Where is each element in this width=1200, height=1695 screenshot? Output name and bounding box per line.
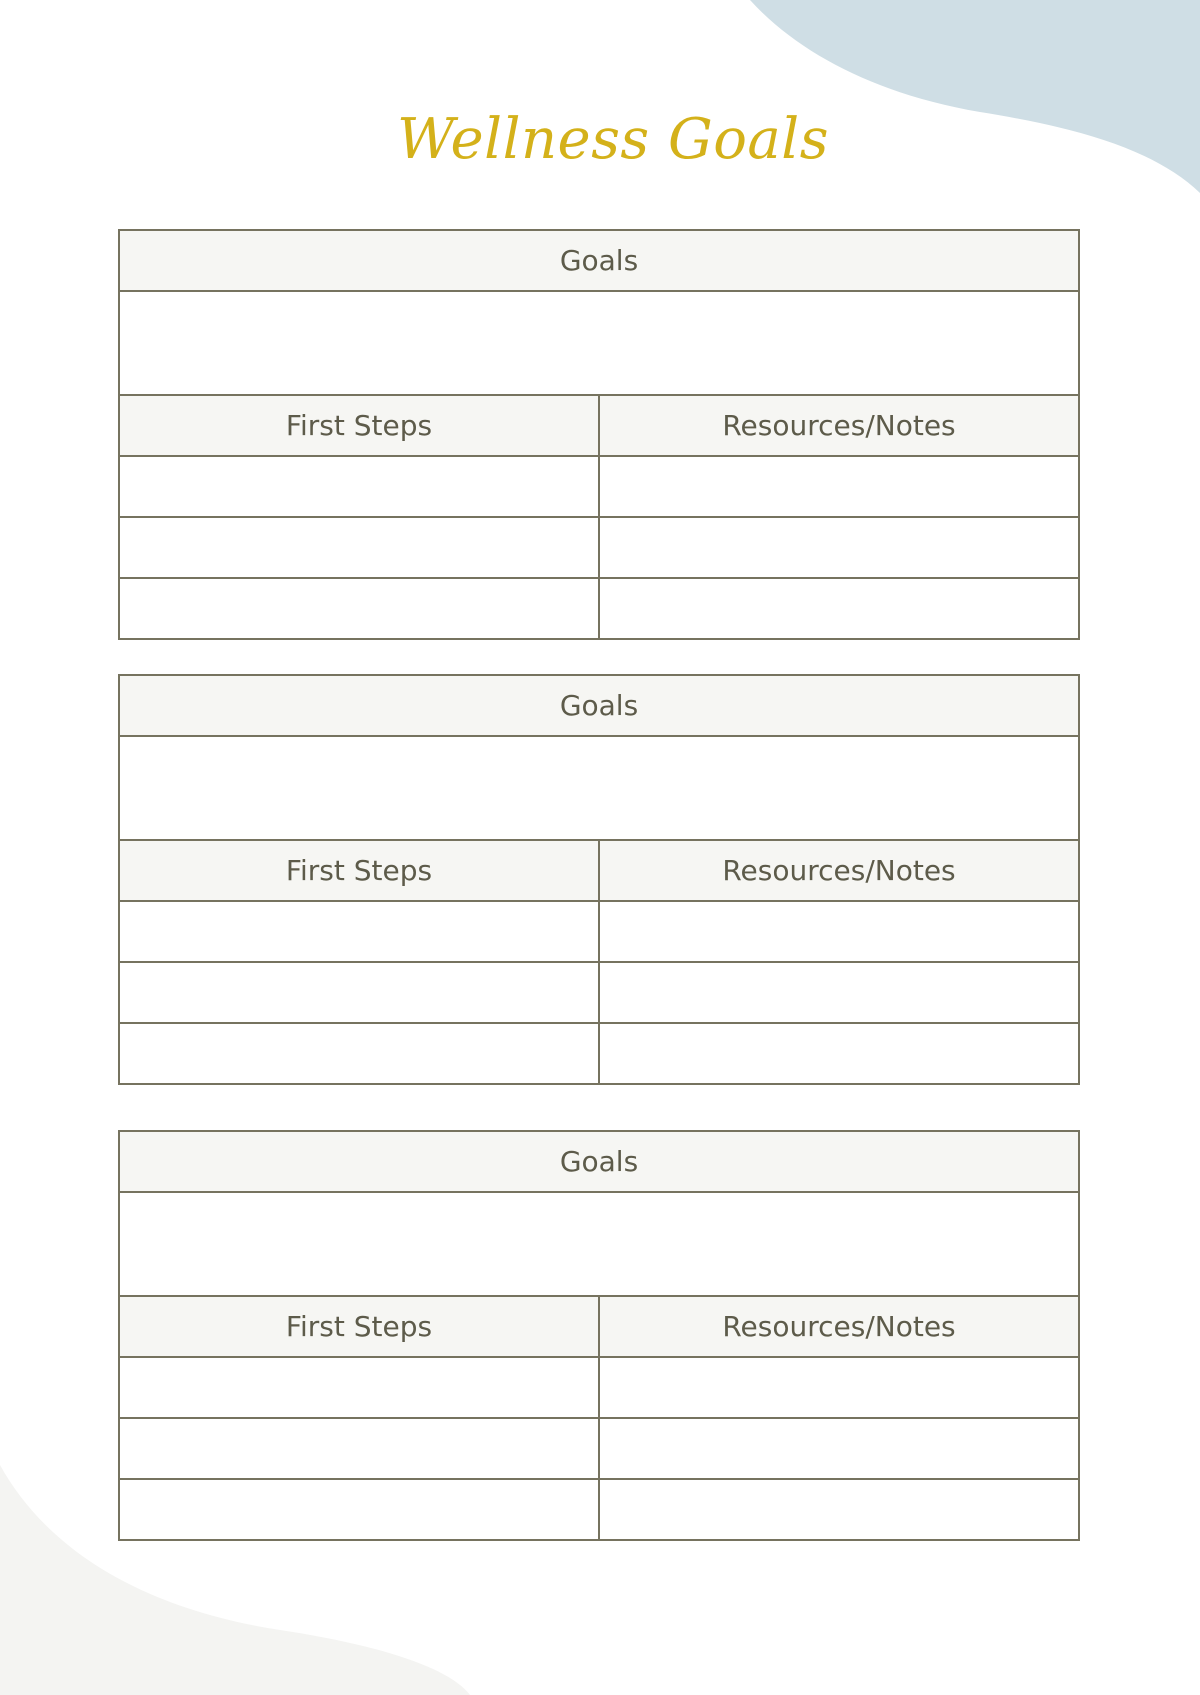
resource-note-cell[interactable] <box>599 456 1079 517</box>
resource-note-cell[interactable] <box>599 1357 1079 1418</box>
resources-notes-header: Resources/Notes <box>599 395 1079 456</box>
first-step-cell[interactable] <box>119 517 599 578</box>
goals-header: Goals <box>119 230 1079 291</box>
goals-header: Goals <box>119 675 1079 736</box>
goal-table-1 <box>118 229 1080 640</box>
goal-entry-field[interactable] <box>119 1192 1079 1296</box>
resource-note-cell[interactable] <box>599 962 1079 1023</box>
goal-entry-field[interactable] <box>119 291 1079 395</box>
resource-note-cell[interactable] <box>599 1479 1079 1540</box>
goal-table-2 <box>118 674 1080 1085</box>
first-steps-header: First Steps <box>119 840 599 901</box>
resources-notes-header: Resources/Notes <box>599 840 1079 901</box>
resources-notes-header: Resources/Notes <box>599 1296 1079 1357</box>
resource-note-cell[interactable] <box>599 1418 1079 1479</box>
first-steps-header: First Steps <box>119 395 599 456</box>
page-title: Wellness Goals <box>397 107 829 172</box>
first-step-cell[interactable] <box>119 1357 599 1418</box>
goals-header: Goals <box>119 1131 1079 1192</box>
resource-note-cell[interactable] <box>599 901 1079 962</box>
goal-table-3 <box>118 1130 1080 1541</box>
resource-note-cell[interactable] <box>599 1023 1079 1084</box>
first-step-cell[interactable] <box>119 962 599 1023</box>
resource-note-cell[interactable] <box>599 578 1079 639</box>
first-step-cell[interactable] <box>119 456 599 517</box>
first-step-cell[interactable] <box>119 1023 599 1084</box>
first-step-cell[interactable] <box>119 901 599 962</box>
first-step-cell[interactable] <box>119 1479 599 1540</box>
first-steps-header: First Steps <box>119 1296 599 1357</box>
goal-entry-field[interactable] <box>119 736 1079 840</box>
resource-note-cell[interactable] <box>599 517 1079 578</box>
first-step-cell[interactable] <box>119 1418 599 1479</box>
first-step-cell[interactable] <box>119 578 599 639</box>
